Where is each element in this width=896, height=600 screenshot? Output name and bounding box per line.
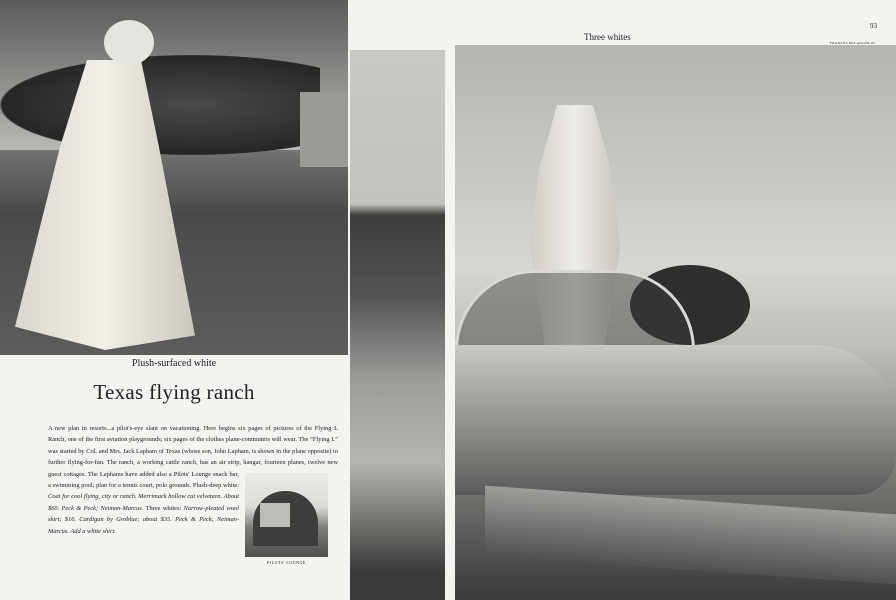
- running-head: Three whites: [584, 32, 631, 42]
- body-text-italic: Narrow-pleated wool skirt; $16. Cardigan by Groblue; about $35. Peck & Peck; Neiman-Marcus. Add a white shirt.: [48, 504, 239, 535]
- photo-credit: FRANCES McLAUGHLIN: [830, 41, 875, 45]
- inset-caption: PILOTS' LOUNGE: [267, 560, 306, 565]
- photo-woman-standing-in-plane: [455, 45, 896, 600]
- photo-woman-in-white-coat-by-plane: [0, 0, 348, 355]
- body-text-regular: A new plan in resorts...a pilot's-eye slant on vacationing. Here begins six pages of pictures of the Flying L Ranch, one of the first aviation playgrounds; six pages of the clothes plane-commuters will wear. The “Flying L” was started by Col. and Mrs. Jack Lapham of Texas (whose son, John Lapham, is shown in the plane opposite) to further flying-for-fun. The ranch, a working cattle ranch, has an air strip, hangar, fourteen planes, twelve new guest cottages. The Laphams have added also a Pilots' Lounge snack bar, a swimming pool; plan for a tennis court, polo grounds. Plush-deep white:: [48, 425, 338, 490]
- body-text-regular: Three whites:: [143, 504, 184, 512]
- article-body: [48, 423, 338, 566]
- photo-hangar-strip: [350, 50, 445, 600]
- photo-caption: Plush-surfaced white: [131, 358, 217, 369]
- page-number: 93: [870, 22, 877, 30]
- body-text-italic: Coat for cool flying, city or ranch. Merrimack hollow cut velveteen. About $60. Peck & Peck; Neiman-Marcus.: [48, 493, 239, 512]
- inset-photo-pilots-lounge: [245, 473, 328, 557]
- article-title: Texas flying ranch: [93, 380, 255, 404]
- inset-figure: [245, 473, 328, 566]
